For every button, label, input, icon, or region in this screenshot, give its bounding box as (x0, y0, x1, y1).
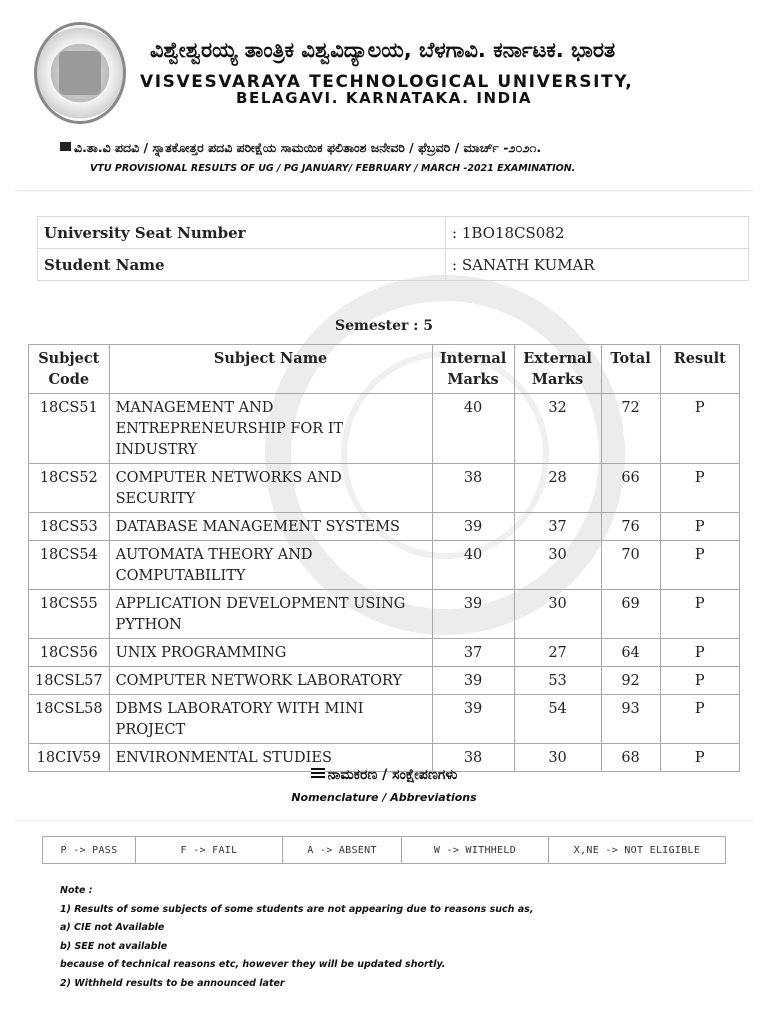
external-marks: 30 (514, 590, 601, 639)
notes-section (60, 882, 533, 994)
result: P (660, 639, 739, 667)
subject-name: ENVIRONMENTAL STUDIES (109, 744, 432, 772)
university-title-kannada: ವಿಶ್ವೇಶ್ವರಯ್ಯ ತಾಂತ್ರಿಕ ವಿಶ್ವವಿದ್ಯಾಲಯ, ಬೆಳಗಾವಿ. ಕರ್ನಾಟಕ. ಭಾರತ (150, 38, 616, 62)
subject-code: 18CSL58 (29, 695, 110, 744)
subject-code: 18CS55 (29, 590, 110, 639)
usn-label: University Seat Number (38, 217, 446, 249)
note-line: 1) Results of some subjects of some students are not appearing due to reasons such as, (60, 903, 534, 915)
result: P (660, 590, 739, 639)
student-name-value: : SANATH KUMAR (446, 249, 749, 281)
internal-marks: 39 (432, 590, 514, 639)
results-subtitle-kannada (60, 140, 541, 156)
internal-marks: 38 (432, 464, 514, 513)
table-row (29, 667, 740, 695)
subject-code: 18CSL57 (29, 667, 110, 695)
university-location: BELAGAVI. KARNATAKA. INDIA (236, 89, 533, 107)
university-title-english: VISVESVARAYA TECHNOLOGICAL UNIVERSITY, (140, 72, 634, 92)
logo-emblem (59, 51, 101, 95)
internal-marks: 39 (432, 667, 514, 695)
abbr-fail: F -> FAIL (136, 837, 283, 864)
subject-name: DBMS LABORATORY WITH MINI PROJECT (109, 695, 432, 744)
abbreviations-row (43, 837, 726, 864)
student-name-row (38, 249, 749, 281)
nomenclature-title-text: ನಾಮಕರಣ / ಸಂಕ್ಷೇಪಣಗಳು (327, 767, 458, 783)
internal-marks: 40 (432, 541, 514, 590)
internal-marks: 39 (432, 513, 514, 541)
abbr-withheld: W -> WITHHELD (402, 837, 549, 864)
total-marks: 76 (601, 513, 660, 541)
table-row (29, 513, 740, 541)
total-marks: 70 (601, 541, 660, 590)
nomenclature-divider (15, 820, 753, 821)
note-line: 2) Withheld results to be announced later (60, 977, 285, 989)
subject-name: UNIX PROGRAMMING (109, 639, 432, 667)
header-internal-marks: Internal Marks (432, 345, 514, 394)
abbr-pass: P -> PASS (43, 837, 136, 864)
semester-label: Semester : 5 (334, 318, 434, 334)
student-name-label: Student Name (38, 249, 446, 281)
subject-name: COMPUTER NETWORKS AND SECURITY (109, 464, 432, 513)
list-icon (311, 768, 325, 780)
result: P (660, 667, 739, 695)
marks-table-header (29, 345, 740, 394)
results-subtitle-kannada-text: ವಿ.ತಾ.ವಿ ಪದವಿ / ಸ್ನಾತಕೋತ್ತರ ಪದವಿ ಪರೀಕ್ಷೆಯ ಸಾಮಯಿಕ ಫಲಿತಾಂಶ ಜನೇವರಿ / ಫೆಬ್ರವರಿ / ಮಾರ್ಚ್ -೨೦೨೧. (74, 140, 542, 155)
table-row (29, 695, 740, 744)
header-divider (15, 190, 753, 191)
notes-heading: Note : (60, 885, 93, 896)
subject-name: DATABASE MANAGEMENT SYSTEMS (109, 513, 432, 541)
abbr-not-eligible: X,NE -> NOT ELIGIBLE (549, 837, 726, 864)
result: P (660, 513, 739, 541)
university-logo (34, 22, 126, 124)
total-marks: 93 (601, 695, 660, 744)
total-marks: 72 (601, 394, 660, 464)
header-result: Result (660, 345, 739, 394)
table-row (29, 639, 740, 667)
student-info-table (37, 216, 749, 281)
subject-name: APPLICATION DEVELOPMENT USING PYTHON (109, 590, 432, 639)
external-marks: 32 (514, 394, 601, 464)
internal-marks: 40 (432, 394, 514, 464)
result: P (660, 394, 739, 464)
external-marks: 53 (514, 667, 601, 695)
header-total: Total (601, 345, 660, 394)
results-subtitle-english: VTU PROVISIONAL RESULTS OF UG / PG JANUARY/ FEBRUARY / MARCH -2021 EXAMINATION. (90, 163, 576, 174)
external-marks: 28 (514, 464, 601, 513)
subject-name: AUTOMATA THEORY AND COMPUTABILITY (109, 541, 432, 590)
subject-code: 18CS53 (29, 513, 110, 541)
subject-name: COMPUTER NETWORK LABORATORY (109, 667, 432, 695)
internal-marks: 39 (432, 695, 514, 744)
total-marks: 66 (601, 464, 660, 513)
result: P (660, 541, 739, 590)
external-marks: 30 (514, 541, 601, 590)
note-line: a) CIE not Available (60, 922, 165, 934)
header-subject-code: Subject Code (29, 345, 110, 394)
abbr-absent: A -> ABSENT (283, 837, 402, 864)
table-row (29, 590, 740, 639)
computer-icon (60, 142, 71, 153)
subject-code: 18CS52 (29, 464, 110, 513)
total-marks: 92 (601, 667, 660, 695)
result: P (660, 744, 739, 772)
external-marks: 37 (514, 513, 601, 541)
table-row (29, 394, 740, 464)
table-row (29, 541, 740, 590)
total-marks: 69 (601, 590, 660, 639)
header-subject-name: Subject Name (109, 345, 432, 394)
external-marks: 27 (514, 639, 601, 667)
result: P (660, 464, 739, 513)
subject-code: 18CS51 (29, 394, 110, 464)
note-line: b) SEE not available (60, 940, 168, 952)
usn-row (38, 217, 749, 249)
result: P (660, 695, 739, 744)
internal-marks: 38 (432, 744, 514, 772)
marks-table (28, 344, 740, 772)
subject-name: MANAGEMENT AND ENTREPRENEURSHIP FOR IT INDUSTRY (109, 394, 432, 464)
external-marks: 54 (514, 695, 601, 744)
total-marks: 64 (601, 639, 660, 667)
note-line: because of technical reasons etc, however they will be updated shortly. (60, 959, 446, 971)
internal-marks: 37 (432, 639, 514, 667)
page-header (0, 0, 768, 190)
external-marks: 30 (514, 744, 601, 772)
header-external-marks: External Marks (514, 345, 601, 394)
nomenclature-title-kannada (0, 767, 768, 783)
subject-code: 18CIV59 (29, 744, 110, 772)
abbreviations-table (42, 836, 726, 864)
subject-code: 18CS54 (29, 541, 110, 590)
table-row (29, 464, 740, 513)
usn-value: : 1BO18CS082 (446, 217, 749, 249)
subject-code: 18CS56 (29, 639, 110, 667)
total-marks: 68 (601, 744, 660, 772)
nomenclature-title-english: Nomenclature / Abbreviations (291, 791, 477, 804)
